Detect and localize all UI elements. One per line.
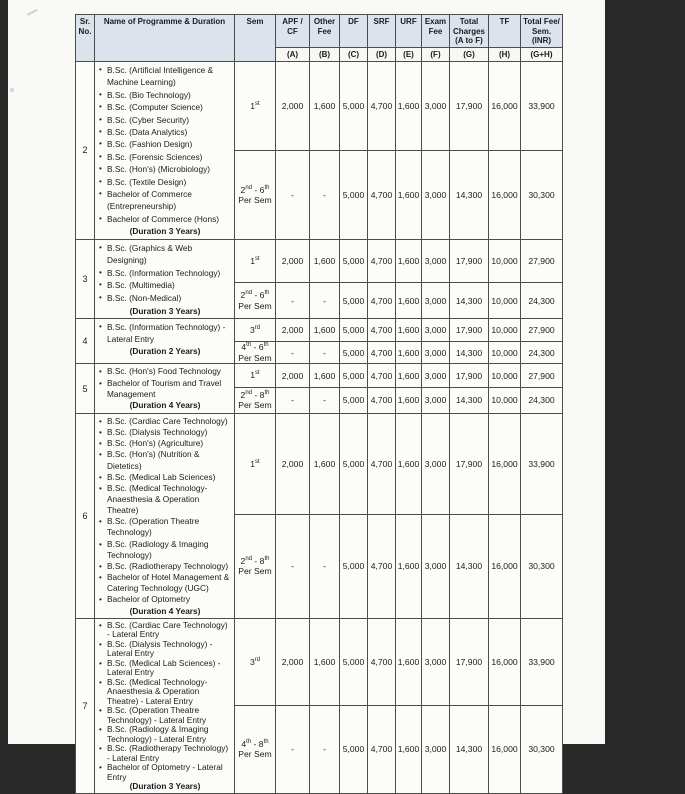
cell-value: 14,300 (450, 515, 489, 619)
cell-value: 4,700 (368, 387, 396, 413)
cell-value: 4,700 (368, 364, 396, 388)
cell-sr-no: 2 (76, 62, 95, 240)
cell-value: 10,000 (489, 283, 521, 319)
cell-value: 5,000 (340, 62, 368, 151)
cell-value: - (276, 342, 310, 364)
table-body (76, 62, 563, 794)
programme-item: • B.Sc. (Medical Technology- Anaesthesia & Operation Theatre) (98, 483, 232, 516)
cell-value: 16,000 (489, 62, 521, 151)
cell-value: 4,700 (368, 618, 396, 706)
programme-item: • B.Sc. (Information Technology) - Lateral Entry (98, 321, 232, 345)
cell-value: 10,000 (489, 319, 521, 342)
cell-value: 17,900 (450, 413, 489, 514)
cell-value: 33,900 (521, 413, 563, 514)
column-letter-5: (C) (340, 48, 368, 62)
cell-value: 16,000 (489, 618, 521, 706)
cell-value: 4,700 (368, 515, 396, 619)
cell-value: - (276, 283, 310, 319)
cell-sr-no: 7 (76, 618, 95, 793)
cell-value: 5,000 (340, 283, 368, 319)
column-header-10: TF (489, 15, 521, 48)
cell-value: 30,300 (521, 515, 563, 619)
column-letter-3: (A) (276, 48, 310, 62)
cell-value: 17,900 (450, 319, 489, 342)
programme-item: • Bachelor of Commerce (Entrepreneurship) (98, 188, 232, 213)
cell-value: 30,300 (521, 151, 563, 239)
cell-value: 24,300 (521, 387, 563, 413)
table-row (76, 239, 563, 283)
cell-value: 33,900 (521, 62, 563, 151)
duration-label: (Duration 3 Years) (129, 305, 201, 316)
cell-value: 16,000 (489, 413, 521, 514)
cell-value: 30,300 (521, 706, 563, 794)
cell-value: 24,300 (521, 283, 563, 319)
cell-value: 5,000 (340, 618, 368, 706)
programme-item: • Bachelor of Hotel Management & Catering Technology (UGC) (98, 572, 232, 594)
column-header-9: Total Charges (A to F) (450, 15, 489, 48)
cell-value: 16,000 (489, 515, 521, 619)
cell-value: 2,000 (276, 364, 310, 388)
cell-value: 5,000 (340, 342, 368, 364)
programme-item: • B.Sc. (Operation Theatre Technology) (98, 516, 232, 538)
cell-value: 5,000 (340, 413, 368, 514)
cell-value: 5,000 (340, 364, 368, 388)
cell-value: 5,000 (340, 387, 368, 413)
column-header-3: APF / CF (276, 15, 310, 48)
programme-item: • B.Sc. (Radiology & Imaging Technology) (98, 539, 232, 561)
cell-value: 14,300 (450, 342, 489, 364)
table-row (76, 364, 563, 388)
cell-value: 4,700 (368, 283, 396, 319)
cell-value: 17,900 (450, 364, 489, 388)
cell-value: 1,600 (396, 387, 422, 413)
cell-value: 4,700 (368, 342, 396, 364)
duration-label: (Duration 2 Years) (129, 346, 201, 357)
cell-value: 2,000 (276, 62, 310, 151)
cell-value: 17,900 (450, 239, 489, 283)
programme-item: • B.Sc. (Bio Technology) (98, 89, 232, 101)
cell-value: 5,000 (340, 151, 368, 239)
column-header-0: Sr. No. (76, 15, 95, 62)
cell-value: 4,700 (368, 413, 396, 514)
programme-item: • B.Sc. (Non-Medical) (98, 292, 232, 305)
cell-value: 24,300 (521, 342, 563, 364)
programme-item: • B.Sc. (Medical Lab Sciences) - Lateral Entry (98, 659, 232, 678)
cell-value: 1,600 (310, 239, 340, 283)
programme-item: • B.Sc. (Dialysis Technology) - Lateral Entry (98, 640, 232, 659)
table-row (76, 413, 563, 514)
cell-value: 3,000 (422, 515, 450, 619)
cell-value: 1,600 (310, 62, 340, 151)
cell-value: 17,900 (450, 618, 489, 706)
cell-sem: 3rd (235, 618, 276, 706)
cell-value: 16,000 (489, 706, 521, 794)
column-letter-7: (E) (396, 48, 422, 62)
cell-value: - (310, 342, 340, 364)
column-header-1: Name of Programme & Duration (95, 15, 235, 62)
cell-value: 14,300 (450, 283, 489, 319)
cell-value: 2,000 (276, 618, 310, 706)
programme-item: • B.Sc. (Hon's) (Nutrition & Dietetics) (98, 449, 232, 471)
programme-item: • B.Sc. (Cyber Security) (98, 114, 232, 126)
column-header-6: SRF (368, 15, 396, 48)
duration-label: (Duration 4 Years) (129, 605, 201, 616)
column-header-11: Total Fee/ Sem. (INR) (521, 15, 563, 48)
programme-item: • B.Sc. (Cardiac Care Technology) - Lateral Entry (98, 621, 232, 640)
cell-sem: 1st (235, 239, 276, 283)
cell-value: 1,600 (310, 413, 340, 514)
cell-value: 4,700 (368, 319, 396, 342)
cell-sr-no: 6 (76, 413, 95, 618)
cell-value: 5,000 (340, 319, 368, 342)
table-row (76, 319, 563, 342)
programme-item: • B.Sc. (Textile Design) (98, 176, 232, 188)
cell-value: 1,600 (396, 413, 422, 514)
cell-value: 3,000 (422, 239, 450, 283)
cell-value: 27,900 (521, 364, 563, 388)
programme-item: • B.Sc. (Radiology & Imaging Technology) - Lateral Entry (98, 725, 232, 744)
cell-value: - (276, 387, 310, 413)
cell-sem: 3rd (235, 319, 276, 342)
cell-sem: 4th - 6th Per Sem (235, 342, 276, 364)
programme-item: • Bachelor of Tourism and Travel Management (98, 378, 232, 401)
scan-speck (10, 88, 14, 92)
cell-programmes (95, 62, 235, 240)
duration-label: (Duration 4 Years) (129, 400, 201, 411)
table-header (76, 15, 563, 62)
programme-item: • B.Sc. (Radiotherapy Technology) (98, 561, 232, 572)
column-header-8: Exam Fee (422, 15, 450, 48)
cell-value: 1,600 (396, 706, 422, 794)
column-letter-9: (G) (450, 48, 489, 62)
programme-item: • B.Sc. (Hon's) (Agriculture) (98, 438, 232, 449)
cell-value: 10,000 (489, 342, 521, 364)
cell-sr-no: 5 (76, 364, 95, 414)
fee-table (75, 14, 563, 794)
cell-sem: 1st (235, 413, 276, 514)
programme-item: • B.Sc. (Radiotherapy Technology) - Lateral Entry (98, 744, 232, 763)
cell-value: 1,600 (310, 319, 340, 342)
column-letter-4: (B) (310, 48, 340, 62)
column-header-2: Sem (235, 15, 276, 62)
cell-value: 10,000 (489, 364, 521, 388)
cell-programmes (95, 364, 235, 414)
cell-sem: 2nd - 6th Per Sem (235, 151, 276, 239)
cell-programmes (95, 239, 235, 319)
programme-item: • B.Sc. (Data Analytics) (98, 126, 232, 138)
cell-value: 3,000 (422, 62, 450, 151)
column-header-4: Other Fee (310, 15, 340, 48)
programme-item: • B.Sc. (Cardiac Care Technology) (98, 416, 232, 427)
cell-value: 1,600 (396, 515, 422, 619)
programme-item: • B.Sc. (Medical Lab Sciences) (98, 472, 232, 483)
cell-value: 3,000 (422, 283, 450, 319)
cell-value: 14,300 (450, 387, 489, 413)
cell-value: 1,600 (310, 618, 340, 706)
programme-item: • B.Sc. (Hon's) (Microbiology) (98, 163, 232, 175)
table-row (76, 618, 563, 706)
programme-item: • B.Sc. (Fashion Design) (98, 138, 232, 150)
cell-value: 5,000 (340, 515, 368, 619)
cell-value: 1,600 (396, 342, 422, 364)
cell-value: 4,700 (368, 151, 396, 239)
programme-item: • B.Sc. (Multimedia) (98, 279, 232, 292)
cell-value: 2,000 (276, 413, 310, 514)
cell-sr-no: 4 (76, 319, 95, 364)
cell-value: - (310, 706, 340, 794)
cell-sem: 4th - 8th Per Sem (235, 706, 276, 794)
programme-item: • B.Sc. (Dialysis Technology) (98, 427, 232, 438)
duration-label: (Duration 3 Years) (129, 781, 201, 792)
cell-value: 4,700 (368, 706, 396, 794)
cell-value: 3,000 (422, 364, 450, 388)
cell-value: 33,900 (521, 618, 563, 706)
programme-item: • B.Sc. (Medical Technology- Anaesthesia & Operation Theatre) - Lateral Entry (98, 678, 232, 707)
programme-item: • B.Sc. (Computer Science) (98, 101, 232, 113)
cell-value: 10,000 (489, 239, 521, 283)
duration-label: (Duration 3 Years) (129, 226, 201, 237)
programme-item: • Bachelor of Commerce (Hons) (98, 213, 232, 225)
cell-value: 3,000 (422, 413, 450, 514)
column-letter-8: (F) (422, 48, 450, 62)
column-header-5: DF (340, 15, 368, 48)
cell-programmes (95, 319, 235, 364)
cell-value: - (276, 151, 310, 239)
cell-sem: 1st (235, 62, 276, 151)
cell-value: 3,000 (422, 342, 450, 364)
cell-sem: 1st (235, 364, 276, 388)
cell-value: 1,600 (310, 364, 340, 388)
programme-item: • Bachelor of Optometry (98, 594, 232, 605)
cell-value: 2,000 (276, 319, 310, 342)
cell-value: 3,000 (422, 319, 450, 342)
cell-value: 1,600 (396, 239, 422, 283)
cell-value: 4,700 (368, 239, 396, 283)
cell-value: 1,600 (396, 618, 422, 706)
cell-value: 10,000 (489, 387, 521, 413)
cell-sem: 2nd - 8th Per Sem (235, 387, 276, 413)
programme-item: • B.Sc. (Artificial Intelligence & Machine Learning) (98, 64, 232, 89)
cell-value: 3,000 (422, 618, 450, 706)
cell-value: 27,900 (521, 319, 563, 342)
cell-sem: 2nd - 8th Per Sem (235, 515, 276, 619)
column-header-7: URF (396, 15, 422, 48)
programme-item: • B.Sc. (Information Technology) (98, 267, 232, 280)
cell-value: - (276, 515, 310, 619)
cell-value: 16,000 (489, 151, 521, 239)
cell-value: 14,300 (450, 706, 489, 794)
cell-value: - (310, 387, 340, 413)
cell-value: 27,900 (521, 239, 563, 283)
scan-speck (27, 9, 40, 20)
cell-value: 3,000 (422, 706, 450, 794)
programme-item: • B.Sc. (Graphics & Web Designing) (98, 242, 232, 267)
cell-value: 14,300 (450, 151, 489, 239)
cell-value: 5,000 (340, 239, 368, 283)
cell-value: 1,600 (396, 364, 422, 388)
cell-programmes (95, 413, 235, 618)
cell-value: 2,000 (276, 239, 310, 283)
column-letter-10: (H) (489, 48, 521, 62)
programme-item: • B.Sc. (Hon's) Food Technology (98, 366, 232, 377)
programme-item: • B.Sc. (Forensic Sciences) (98, 151, 232, 163)
cell-value: 3,000 (422, 387, 450, 413)
cell-value: - (276, 706, 310, 794)
table-row (76, 62, 563, 151)
cell-value: 4,700 (368, 62, 396, 151)
cell-value: 17,900 (450, 62, 489, 151)
cell-value: - (310, 515, 340, 619)
column-letter-11: (G+H) (521, 48, 563, 62)
cell-value: - (310, 283, 340, 319)
cell-sem: 2nd - 6th Per Sem (235, 283, 276, 319)
cell-value: - (310, 151, 340, 239)
cell-value: 1,600 (396, 283, 422, 319)
cell-programmes (95, 618, 235, 793)
cell-value: 1,600 (396, 151, 422, 239)
column-letter-6: (D) (368, 48, 396, 62)
cell-value: 1,600 (396, 319, 422, 342)
paper-sheet (8, 0, 605, 792)
cell-value: 1,600 (396, 62, 422, 151)
cell-sr-no: 3 (76, 239, 95, 319)
fee-table-container (75, 14, 563, 794)
programme-item: • B.Sc. (Operation Theatre Technology) - Lateral Entry (98, 706, 232, 725)
cell-value: 3,000 (422, 151, 450, 239)
programme-item: • Bachelor of Optometry - Lateral Entry (98, 763, 232, 782)
cell-value: 5,000 (340, 706, 368, 794)
